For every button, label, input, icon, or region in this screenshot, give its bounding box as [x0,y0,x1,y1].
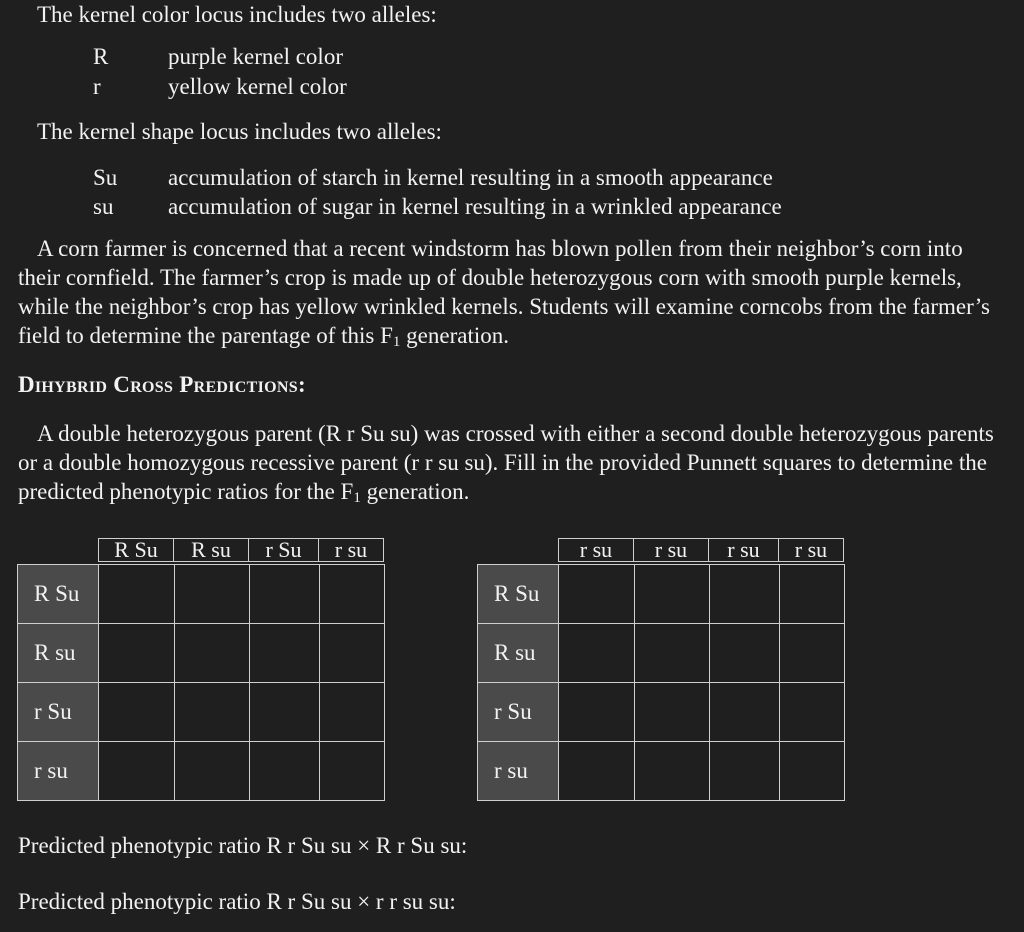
column-header: r Su [249,538,319,562]
allele-description: purple kernel color [168,44,343,69]
row-header: r su [18,742,99,801]
punnett-cell[interactable] [710,565,780,624]
punnett-cell[interactable] [635,683,710,742]
punnett-cell[interactable] [99,742,175,801]
punnett-cell[interactable] [175,683,250,742]
column-header: R su [174,538,249,562]
punnett-cell[interactable] [175,742,250,801]
punnett-cell[interactable] [559,742,635,801]
punnett-cell[interactable] [175,624,250,683]
column-header: r su [779,538,844,562]
punnett-cell[interactable] [780,742,845,801]
punnett-cell[interactable] [710,742,780,801]
column-header: R Su [98,538,174,562]
punnett-cell[interactable] [635,565,710,624]
row-header: r su [478,742,559,801]
punnett-cell[interactable] [250,565,320,624]
punnett-cell[interactable] [780,683,845,742]
color-locus-heading: The kernel color locus includes two alleles: [37,2,437,27]
punnett-cell[interactable] [320,565,385,624]
right-punnett-column-headers [558,538,844,562]
punnett-cell[interactable] [175,565,250,624]
instructions-paragraph: A double heterozygous parent (R r Su su) was crossed with either a second double heterozygous parents or a double homozygous recessive parent (r r su su). Fill in the provided Punnett squares to determine the predicted phenotypic ratios for the $F_1$ generation. [18,421,994,506]
punnett-cell[interactable] [559,683,635,742]
punnett-cell[interactable] [320,624,385,683]
allele-symbol: su [93,194,114,219]
shape-locus-heading: The kernel shape locus includes two alleles: [37,119,442,144]
punnett-cell[interactable] [320,683,385,742]
row-header: R su [18,624,99,683]
row-header: R su [478,624,559,683]
row-header: r Su [478,683,559,742]
ratio-prompt-dihybrid: Predicted phenotypic ratio R r Su su × R r Su su: [18,833,468,858]
allele-symbol: R [93,44,109,69]
punnett-cell[interactable] [320,742,385,801]
scenario-paragraph: A corn farmer is concerned that a recent windstorm has blown pollen from their neighbor’s corn into their cornfield. The farmer’s crop is made up of double heterozygous corn with smooth purple kernels, while the neighbor’s crop has yellow wrinkled kernels. Students will examine corncobs from the farmer’s field to determine the parentage of this $F_1$ generation. [18,236,990,350]
row-header: R Su [478,565,559,624]
allele-description: accumulation of starch in kernel resulting in a smooth appearance [168,165,773,190]
punnett-cell[interactable] [559,624,635,683]
allele-description: accumulation of sugar in kernel resulting in a wrinkled appearance [168,194,782,219]
column-header: r su [634,538,709,562]
punnett-cell[interactable] [250,742,320,801]
punnett-cell[interactable] [559,565,635,624]
punnett-cell[interactable] [780,624,845,683]
left-punnett-square [17,564,385,801]
punnett-cell[interactable] [710,683,780,742]
punnett-cell[interactable] [99,565,175,624]
punnett-cell[interactable] [99,624,175,683]
column-header: r su [709,538,779,562]
section-title: Dihybrid Cross Predictions: [18,372,306,397]
punnett-cell[interactable] [635,742,710,801]
punnett-cell[interactable] [710,624,780,683]
punnett-cell[interactable] [780,565,845,624]
left-punnett-column-headers [98,538,384,562]
punnett-cell[interactable] [250,624,320,683]
allele-description: yellow kernel color [168,74,347,99]
punnett-cell[interactable] [635,624,710,683]
punnett-cell[interactable] [250,683,320,742]
column-header: r su [558,538,634,562]
row-header: r Su [18,683,99,742]
allele-symbol: r [93,74,101,99]
allele-symbol: Su [93,165,118,190]
punnett-cell[interactable] [99,683,175,742]
ratio-prompt-testcross: Predicted phenotypic ratio R r Su su × r r su su: [18,889,456,914]
column-header: r su [319,538,384,562]
right-punnett-square [477,564,845,801]
row-header: R Su [18,565,99,624]
